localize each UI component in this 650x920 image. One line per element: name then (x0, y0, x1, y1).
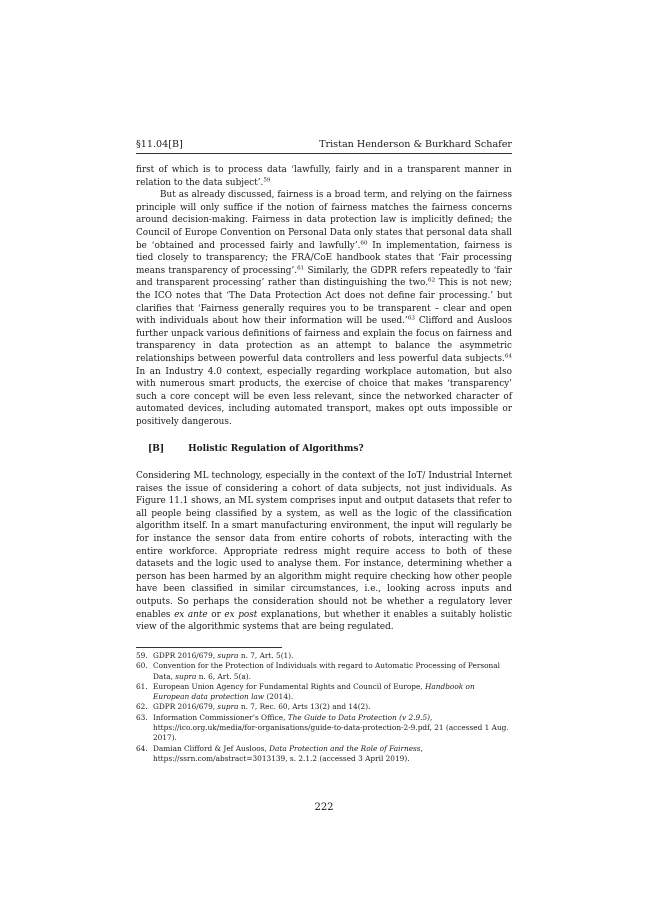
footnote: 62. GDPR 2016/679, supra n. 7, Rec. 60, Arts 13(2) and 14(2). (136, 702, 371, 712)
footnote: 64. Damian Clifford & Jef Ausloos, Data Protection and the Role of Fairness, https://ssrn.com/abstract=3013139, s. 2.1.2 (accessed 3 April 2019). (136, 743, 423, 763)
footnote-link[interactable]: , https://ssrn.com/abstract=3013139, s. 2.1.2 (accessed 3 April 2019). (153, 743, 423, 763)
paragraph-holistic: Considering ML technology, especially in the context of the IoT/ Industrial Internet raises the issue of considering a cohort of data subjects, not just individuals. As Figure 11.1 shows, an ML system comprises input and output datasets that refer to all people being classified by a system, as well as the logic of the classification algorithm itself. In a smart manufacturing environment, the input will regularly be for instance the sensor data from entire cohorts of robots, interacting with the entire workforce. Appropriate redress might require access to both of these datasets and the logic used to analyse them. For instance, determining whether a person has been harmed by an algorithm might require checking how other people have been classified in similar circumstances, i.e., looking across inputs and outputs. So perhaps the consideration should not be whether a regulatory lever enables ex ante or ex post explanations, but whether it enables a suitably holistic view of the algorithmic systems that are being regulated. (136, 471, 512, 633)
footnote-rule (136, 647, 282, 648)
body-text-upper (136, 164, 512, 428)
page-number: 222 (314, 802, 334, 813)
section-reference: §11.04[B] (136, 139, 183, 150)
footnote-ref[interactable]: 62 (428, 277, 436, 284)
footnote-ref[interactable]: 64 (504, 353, 512, 360)
running-head-authors: Tristan Henderson & Burkhard Schafer (319, 139, 512, 150)
footnotes (136, 651, 512, 764)
section-title: Holistic Regulation of Algorithms? (188, 444, 364, 454)
footnote: 63. Information Commissioner’s Office, The Guide to Data Protection (v 2.9.5), https://ico.org.uk/media/for-organisations/guide-to-data-protection-2-9.pdf, 21 (accessed 1 Aug. 2017). (136, 712, 509, 743)
footnote: 61. European Union Agency for Fundamental Rights and Council of Europe, Handbook on European data protection law (2014). (136, 681, 475, 702)
footnote-link[interactable]: , https://ico.org.uk/media/for-organisations/guide-to-data-protection-2-9.pdf, 21 (accessed 1 Aug. 2017). (153, 712, 509, 743)
body-text-lower (136, 470, 512, 634)
running-head (136, 139, 512, 154)
footnote: 60. Convention for the Protection of Individuals with regard to Automatic Processing of Personal Data, supra n. 6, Art. 5(a). (136, 661, 501, 681)
footnote-ref[interactable]: 59 (263, 177, 271, 184)
footnote: 59. GDPR 2016/679, supra n. 7, Art. 5(1). (136, 651, 294, 660)
section-label: [B] (148, 444, 165, 454)
footnote-ref[interactable]: 63 (407, 315, 415, 322)
footnote-ref[interactable]: 61 (297, 265, 305, 272)
paragraph-fairness: But as already discussed, fairness is a broad term, and relying on the fairness principle will only suffice if the notion of fairness matches the fairness concerns around decision-making. Fairness in data protection law is implicitly defined; the Council of Europe Convention on Personal Data only states that personal data shall be ‘obtained and processed fairly and lawfully’.$^{60}$ In implementation, fairness is tied closely to transparency; the FRA/CoE handbook states that ‘Fair processing means transparency of processing’.$^{61}$ Similarly, the GDPR refers repeatedly to ‘fair and transparent processing’ rather than distinguishing the two.$^{62}$ This is not new; the ICO notes that ‘The Data Protection Act does not define fair processing.’ but clarifies that ‘Fairness generally requires you to be transparent – clear and open with individuals about how their information will be used.’$^{63}$ Clifford and Ausloos further unpack various definitions of fairness and explain the focus on fairness and transparency in data protection as an attempt to balance the asymmetric relationships between powerful data controllers and less powerful data subjects.$^{64}$ In an Industry 4.0 context, especially regarding workplace automation, but also with numerous smart products, the exercise of choice that makes ‘transparency’ such a core concept will be even less relevant, since the networked character of automated devices, including automated transport, makes opt outs impossible or positively dangerous. (136, 190, 513, 427)
paragraph-continued: first of which is to process data ‘lawfully, fairly and in a transparent manner in relation to the data subject’.$^{59}$ (136, 165, 512, 188)
section-heading (148, 443, 364, 455)
footnote-ref[interactable]: 60 (360, 240, 368, 247)
